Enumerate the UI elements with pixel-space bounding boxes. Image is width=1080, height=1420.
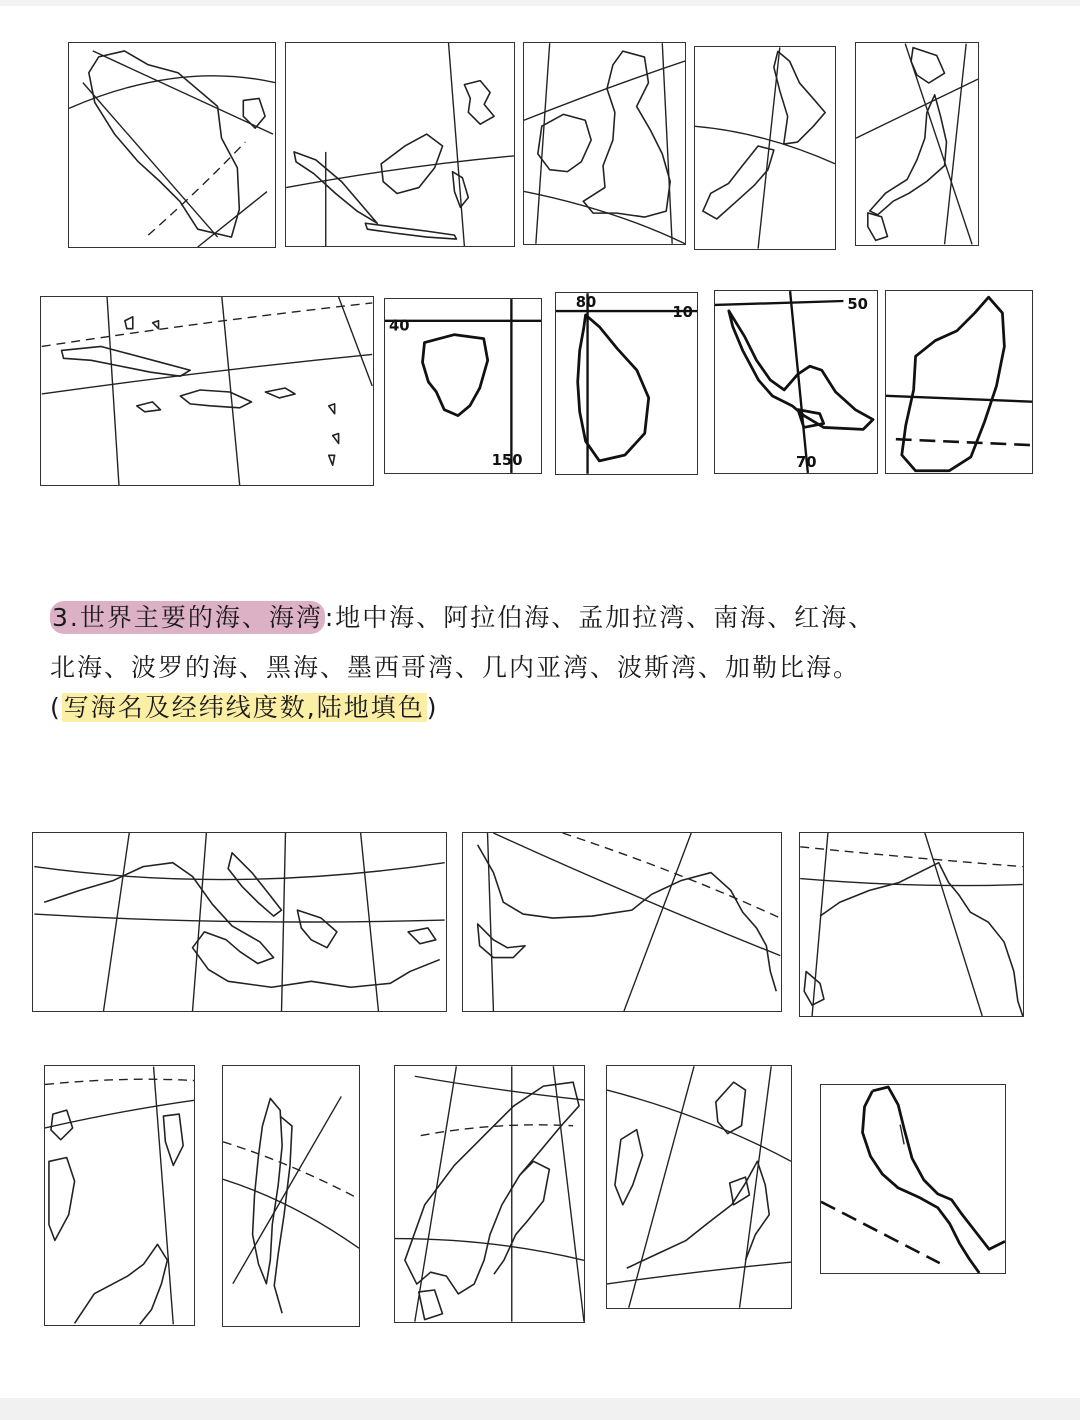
japan-map xyxy=(855,42,979,246)
peninsula-lat-label: 50 xyxy=(847,295,868,313)
top-strip xyxy=(0,0,1080,6)
srilanka-lat-label: 10 xyxy=(672,303,693,321)
new-zealand-map xyxy=(694,46,836,250)
red-sea-map xyxy=(222,1065,360,1327)
north-sea-map xyxy=(44,1065,195,1326)
sea-list-part-1: :地中海、阿拉伯海、孟加拉湾、南海、红海、 xyxy=(324,603,876,632)
tasmania-map xyxy=(384,298,542,474)
note-close-paren: ) xyxy=(426,693,439,722)
tasmania-lat-label: 40 xyxy=(388,317,410,335)
mediterranean-map xyxy=(32,832,447,1012)
note-open-paren: ( xyxy=(50,693,62,722)
arabian-sea-map xyxy=(462,832,782,1012)
section-heading: 3.世界主要的海、海湾 xyxy=(52,603,323,632)
tasmania-lon-label: 150 xyxy=(491,451,523,469)
note-highlight: 写海名及经纬线度数,陆地填色 xyxy=(63,693,425,722)
section-note xyxy=(50,688,438,724)
bottom-strip xyxy=(0,1398,1080,1420)
guinea-gulf-map xyxy=(820,1084,1006,1274)
srilanka-lon-label: 80 xyxy=(575,294,597,312)
island-map-1 xyxy=(68,42,276,248)
bay-of-bengal-map xyxy=(799,832,1024,1017)
black-sea-map xyxy=(606,1065,792,1309)
peninsula-map xyxy=(714,290,878,474)
sri-lanka-map xyxy=(555,292,698,475)
section-line-2 xyxy=(50,648,860,684)
peninsula-lon-label: 70 xyxy=(796,453,817,471)
british-isles-map xyxy=(523,42,686,245)
sea-list-part-2: 北海、波罗的海、黑海、墨西哥湾、几内亚湾、波斯湾、加勒比海。 xyxy=(50,653,861,682)
section-line-1 xyxy=(50,598,875,634)
caribbean-map xyxy=(40,296,374,486)
southeast-asia-map xyxy=(285,42,515,247)
madagascar-map xyxy=(885,290,1033,474)
baltic-sea-map xyxy=(394,1065,585,1323)
